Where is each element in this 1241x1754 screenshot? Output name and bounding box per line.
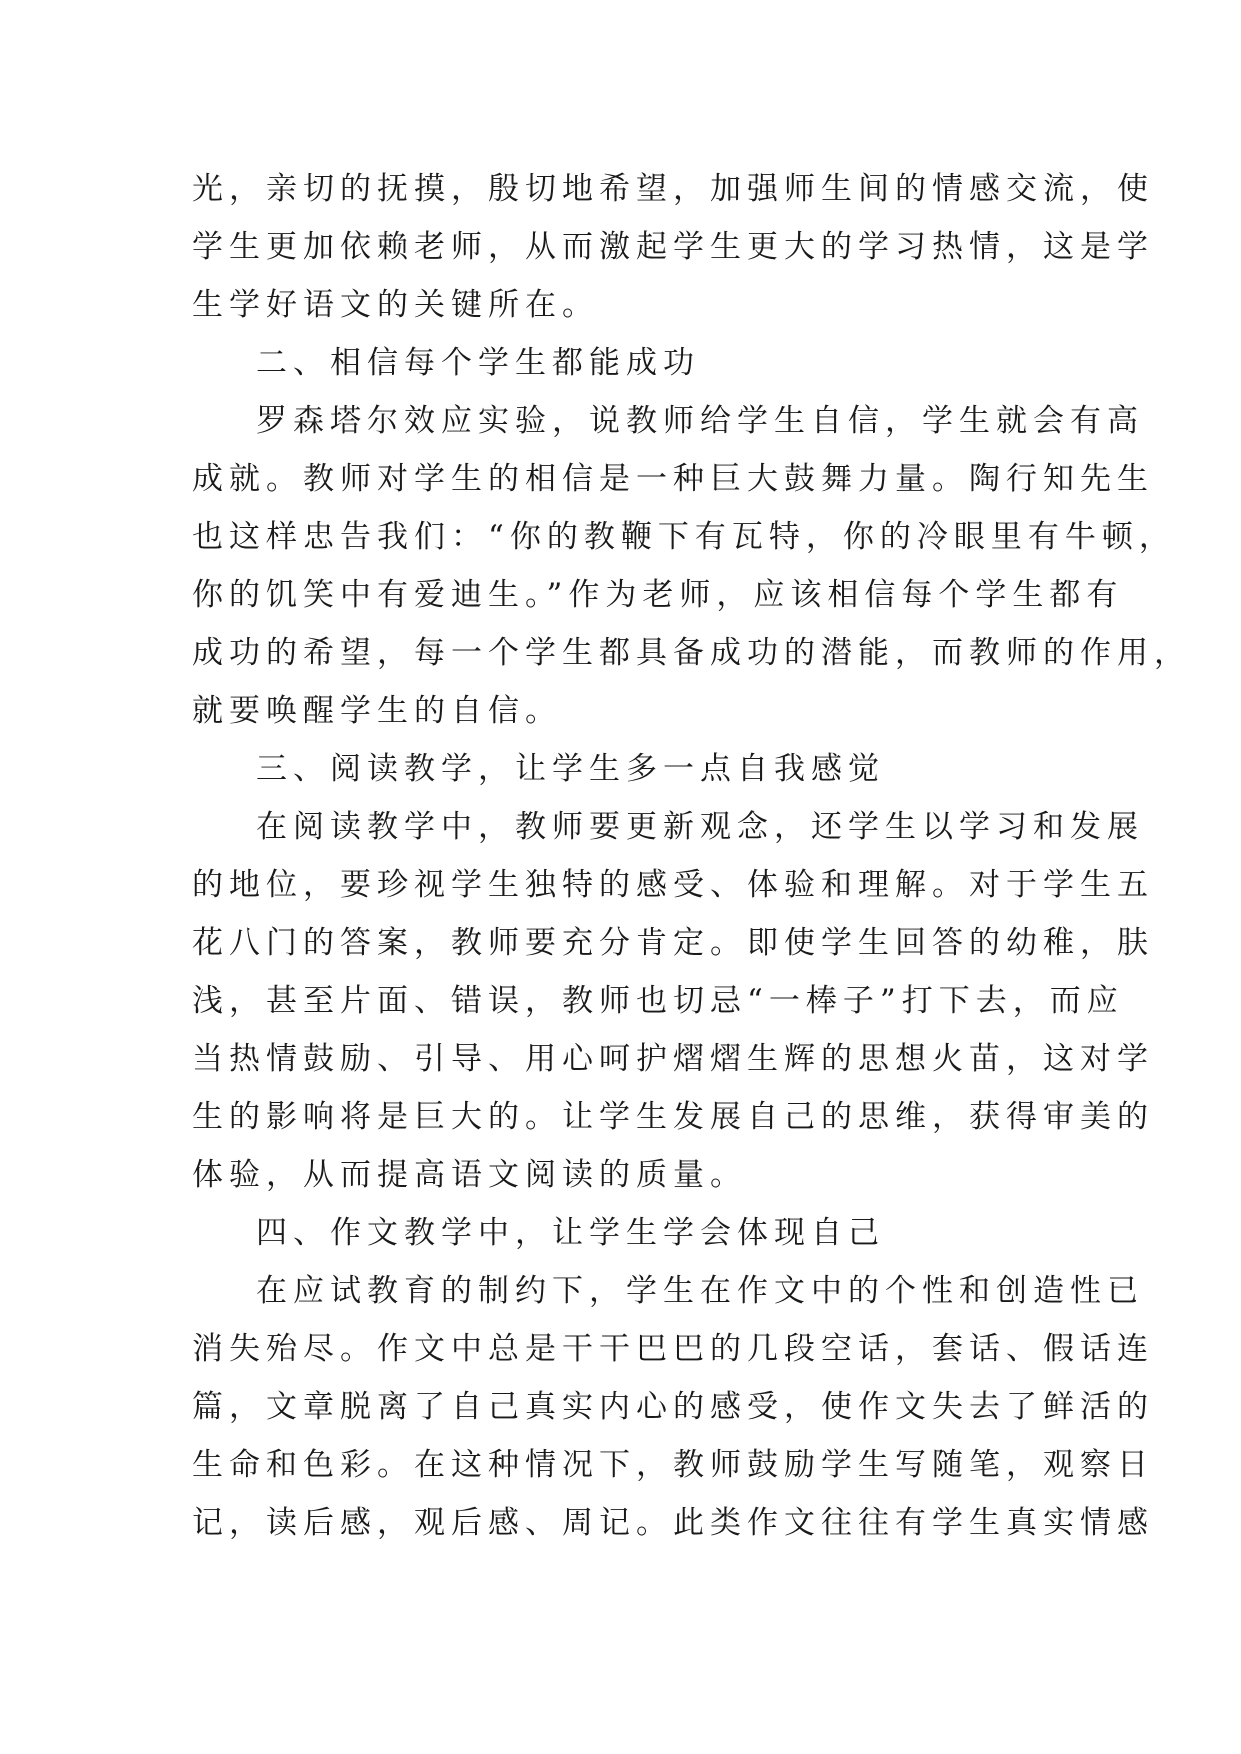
text-line: 当热情鼓励、引导、用心呵护熠熠生辉的思想火苗，这对学 [192, 1041, 1154, 1077]
text-line: 学生更加依赖老师，从而激起学生更大的学习热情，这是学 [192, 229, 1154, 265]
text-line: 光，亲切的抚摸，殷切地希望，加强师生间的情感交流，使 [192, 171, 1154, 207]
text-line: 你的饥笑中有爱迪生。”作为老师，应该相信每个学生都有 [192, 577, 1124, 613]
text-line: 篇，文章脱离了自己真实内心的感受，使作文失去了鲜活的 [192, 1389, 1154, 1425]
text-line: 罗森塔尔效应实验，说教师给学生自信，学生就会有高 [256, 403, 1144, 439]
text-line: 在应试教育的制约下，学生在作文中的个性和创造性已 [256, 1273, 1144, 1309]
text-line: 消失殆尽。作文中总是干干巴巴的几段空话，套话、假话连 [192, 1331, 1154, 1367]
text-line: 花八门的答案，教师要充分肯定。即使学生回答的幼稚，肤 [192, 925, 1154, 961]
text-line: 生的影响将是巨大的。让学生发展自己的思维，获得审美的 [192, 1099, 1154, 1135]
text-line: 成功的希望，每一个学生都具备成功的潜能，而教师的作用， [192, 635, 1191, 671]
text-line: 就要唤醒学生的自信。 [192, 693, 562, 729]
section-heading: 四、作文教学中，让学生学会体现自己 [256, 1215, 885, 1251]
section-heading: 三、阅读教学，让学生多一点自我感觉 [256, 751, 885, 787]
section-heading: 二、相信每个学生都能成功 [256, 345, 700, 381]
text-line: 在阅读教学中，教师要更新观念，还学生以学习和发展 [256, 809, 1144, 845]
text-line: 生学好语文的关键所在。 [192, 287, 599, 323]
text-line: 的地位，要珍视学生独特的感受、体验和理解。对于学生五 [192, 867, 1154, 903]
text-line: 成就。教师对学生的相信是一种巨大鼓舞力量。陶行知先生 [192, 461, 1154, 497]
text-line: 记，读后感，观后感、周记。此类作文往往有学生真实情感 [192, 1505, 1154, 1541]
document-body [192, 160, 1191, 1552]
text-line: 也这样忠告我们：“你的教鞭下有瓦特，你的冷眼里有牛顿， [192, 519, 1176, 555]
text-line: 体验，从而提高语文阅读的质量。 [192, 1157, 747, 1193]
text-line: 生命和色彩。在这种情况下，教师鼓励学生写随笔，观察日 [192, 1447, 1154, 1483]
text-line: 浅，甚至片面、错误，教师也切忌“一棒子”打下去，而应 [192, 983, 1124, 1019]
